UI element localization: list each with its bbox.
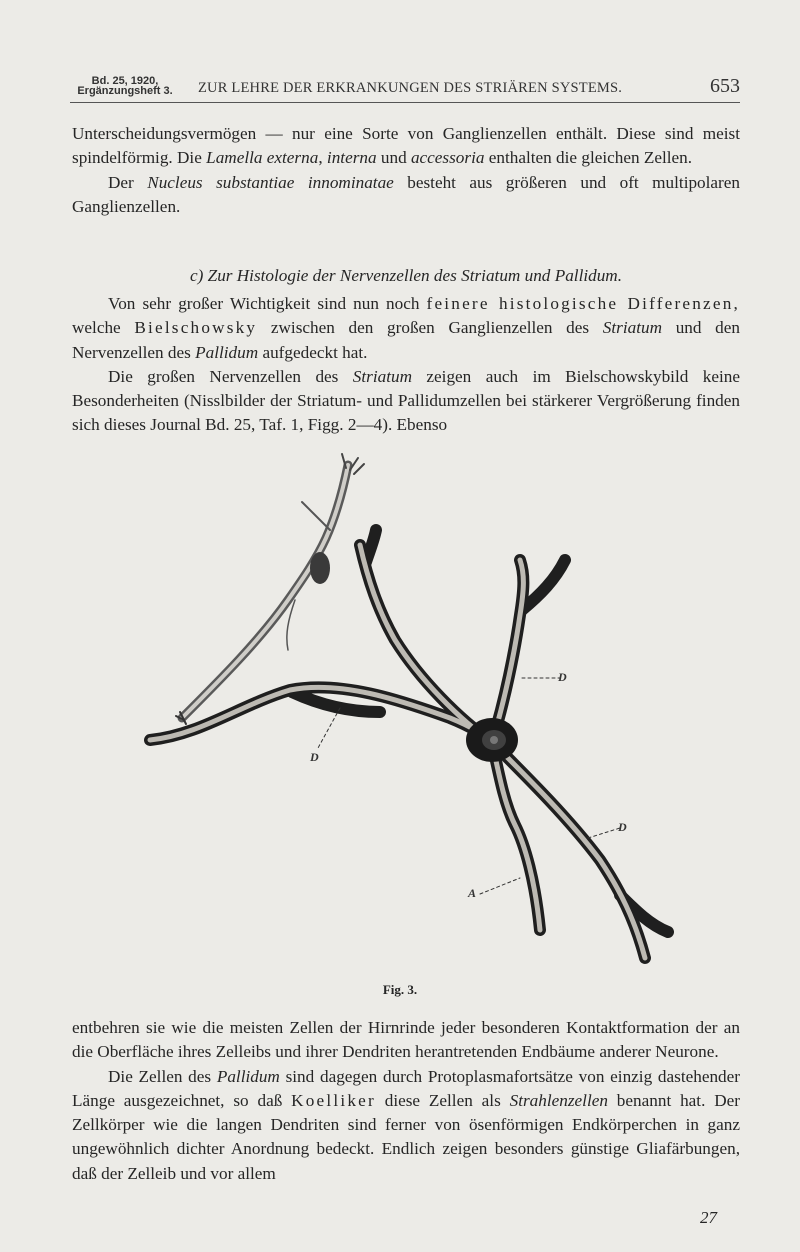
paragraph-nucleus: Der Nucleus substantiae innominatae besteht aus größeren und oft multipolaren Ganglienzellen. xyxy=(72,172,741,216)
volume-info xyxy=(70,76,180,96)
cell-nucleolus xyxy=(490,736,498,744)
text-block-bottom xyxy=(72,1016,740,1186)
page-number: 653 xyxy=(710,75,740,97)
running-header xyxy=(70,72,740,102)
paragraph-striatum: Die großen Nervenzellen des Striatum zeigen auch im Bielschowskybild keine Besonderheiten (Nisslbilder der Striatum- und Pallidumzellen bei stärkerer Vergrößerung finden sich dieses Journal Bd. 25, Taf. 1, Figg. 2—4). Ebenso xyxy=(72,366,740,435)
fiber-cell-process-inner xyxy=(182,465,348,718)
fiber-cell-body xyxy=(310,552,330,584)
paragraph-pallidum: Die Zellen des Pallidum sind dagegen durch Protoplasmafortsätze von einzig dastehender Länge ausgezeichnet, so daß Koelliker diese Zellen als Strahlenzellen benannt hat. Der Zellkörper wie die langen Dendriten sind ferner von ösenförmigen Endkörperchen in ganz ungewöhnlich dichter Anordnung bedeckt. Endlich zeigen besonders günstige Gliafärbungen, daß der Zelleib und vor allem xyxy=(72,1066,740,1183)
leader-d-right xyxy=(588,828,620,838)
figure-label-a: A xyxy=(468,886,477,900)
section-heading: c) Zur Histologie der Nervenzellen des Striatum und Pallidum. xyxy=(189,266,623,285)
figure-caption: Fig. 3. xyxy=(382,982,418,997)
leader-d-left xyxy=(318,708,340,748)
figure-label-d-upper: D xyxy=(558,670,567,684)
paragraph-lamella: Unterscheidungsvermögen — nur eine Sorte von Ganglienzellen enthält. Diese sind meist spindelförmig. Die Lamella externa, interna und accessoria enthalten die gleichen Zellen. xyxy=(72,124,740,168)
dendrites-outline xyxy=(150,530,668,958)
paragraph-differenzen: Von sehr großer Wichtigkeit sind nun noch feinere histologische Differenzen, welche Bielschowsky zwischen den großen Ganglienzellen des Striatum und den Nervenzellen des Pallidum aufgedeckt hat. xyxy=(72,294,740,362)
text-block-middle xyxy=(72,292,740,438)
header-rule xyxy=(70,102,740,103)
volume-line-1: Bd. 25, 1920, xyxy=(91,75,159,87)
text-block-top xyxy=(72,122,740,219)
figure-neuron-drawing xyxy=(120,450,700,990)
paragraph-kontakt: entbehren sie wie die meisten Zellen der Hirnrinde jeder besonderen Kontaktformation der an die Oberfläche ihres Zelleibs und ihrer Dendriten herantretenden Endbäume anderer Neurone. xyxy=(72,1018,740,1062)
fiber-cell-process xyxy=(182,465,348,718)
signature-mark: 27 xyxy=(700,1208,717,1227)
volume-line-2: Ergänzungsheft 3. xyxy=(77,85,173,97)
neuron-illustration xyxy=(120,450,700,990)
running-title: ZUR LEHRE DER ERKRANKUNGEN DES STRIÄREN SYSTEMS. xyxy=(198,80,623,96)
figure-label-d-right: D xyxy=(618,820,627,834)
dendrites-core xyxy=(150,545,645,958)
leader-a xyxy=(480,878,520,894)
fiber-branch xyxy=(302,502,330,530)
figure-label-d-left: D xyxy=(310,750,319,764)
